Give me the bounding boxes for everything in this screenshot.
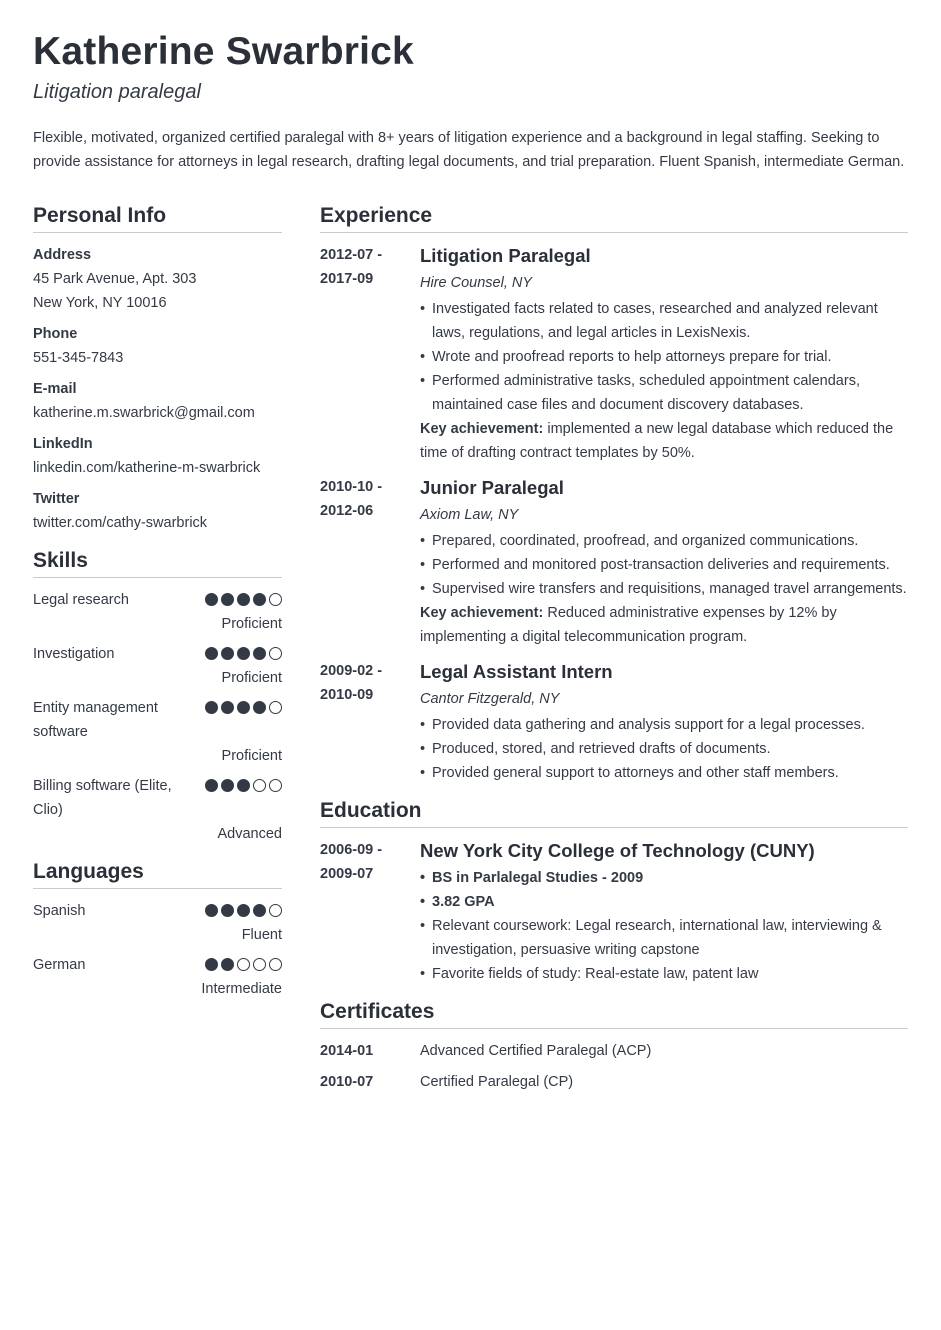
job-bullets [420, 297, 908, 417]
achievement-text: Reduced administrative expenses by 12% by implementing a digital telecommunication program. [420, 605, 837, 645]
filled-dot-icon [221, 593, 234, 606]
job-bullet: • Performed administrative tasks, scheduled appointment calendars, maintained case files and document discovery databases. [420, 369, 908, 417]
favorite-fields: • Favorite fields of study: Real-estate law, patent law [420, 962, 908, 986]
job-date-end: 2017-09 [320, 271, 374, 287]
rating-dots [205, 953, 282, 977]
address-block [33, 243, 282, 315]
company: Axiom Law, NY [420, 507, 519, 523]
filled-dot-icon [221, 904, 234, 917]
job-title: Litigation paralegal [33, 81, 201, 103]
personal-info-heading: Personal Info [33, 204, 282, 233]
education-date-end: 2009-07 [320, 866, 374, 882]
twitter-value[interactable]: twitter.com/cathy-swarbrick [33, 515, 208, 531]
empty-dot-icon [269, 779, 282, 792]
job-bullet: • Investigated facts related to cases, researched and analyzed relevant laws, regulations, and legal articles in LexisNexis. [420, 297, 908, 345]
company: Cantor Fitzgerald, NY [420, 691, 560, 707]
job-bullet: • Produced, stored, and retrieved drafts of documents. [420, 737, 908, 761]
languages-item [33, 899, 282, 947]
empty-dot-icon [253, 779, 266, 792]
summary: Flexible, motivated, organized certified paralegal with 8+ years of litigation experience and a background in legal staffing. Seeking to provide assistance for attorneys in legal research, drafting legal documents, and trial preparation. Fluent Spanish, intermediate German. [33, 130, 905, 170]
certificates-list [320, 1039, 908, 1094]
filled-dot-icon [253, 647, 266, 660]
filled-dot-icon [253, 701, 266, 714]
rating-dots [205, 642, 282, 666]
job-bullet: • Performed and monitored post-transaction deliveries and requirements. [420, 553, 908, 577]
skills-row [33, 696, 282, 744]
job-bullet: • Supervised wire transfers and requisitions, managed travel arrangements. [420, 577, 908, 601]
education-body [420, 838, 908, 986]
empty-dot-icon [237, 958, 250, 971]
experience-entry [320, 243, 908, 465]
filled-dot-icon [253, 904, 266, 917]
certificate-row [320, 1039, 908, 1063]
candidate-name: Katherine Swarbrick [33, 30, 414, 73]
skills-item [33, 774, 282, 846]
job-bullets [420, 529, 908, 601]
job-body [420, 243, 908, 465]
job-date-start: 2010-10 - [320, 479, 383, 495]
achievement-text: implemented a new legal database which reduced the time of drafting contract templates by 50%. [420, 421, 894, 461]
skills-row [33, 774, 282, 822]
skills-name: Billing software (Elite, Clio) [33, 778, 172, 818]
filled-dot-icon [205, 593, 218, 606]
filled-dot-icon [221, 958, 234, 971]
filled-dot-icon [221, 701, 234, 714]
rating-dots [205, 588, 282, 612]
filled-dot-icon [237, 779, 250, 792]
skills-heading: Skills [33, 549, 282, 578]
filled-dot-icon [205, 647, 218, 660]
school-name: New York City College of Technology (CUNY) [420, 840, 815, 861]
skills-name: Entity management software [33, 700, 158, 740]
certificate-row [320, 1070, 908, 1094]
right-column [320, 204, 908, 1101]
phone-block [33, 322, 282, 370]
skills-item [33, 696, 282, 768]
skills-row [33, 588, 282, 612]
linkedin-value[interactable]: linkedin.com/katherine-m-swarbrick [33, 460, 261, 476]
languages-heading: Languages [33, 860, 282, 889]
empty-dot-icon [269, 593, 282, 606]
job-bullet: • Provided general support to attorneys and other staff members. [420, 761, 908, 785]
education-heading: Education [320, 799, 908, 828]
empty-dot-icon [269, 647, 282, 660]
rating-dots [205, 696, 282, 720]
filled-dot-icon [205, 701, 218, 714]
email-value[interactable]: katherine.m.swarbrick@gmail.com [33, 405, 255, 421]
gpa: • 3.82 GPA [420, 890, 908, 914]
job-title: Junior Paralegal [420, 477, 564, 498]
address-label: Address [33, 247, 92, 263]
languages-level: Fluent [241, 927, 282, 943]
empty-dot-icon [269, 958, 282, 971]
job-dates [320, 475, 420, 649]
job-title: Litigation Paralegal [420, 245, 591, 266]
empty-dot-icon [253, 958, 266, 971]
key-achievement [420, 601, 908, 649]
languages-item [33, 953, 282, 1001]
languages-name: German [33, 957, 86, 973]
company: Hire Counsel, NY [420, 275, 533, 291]
key-achievement [420, 417, 908, 465]
languages-name: Spanish [33, 903, 86, 919]
email-block [33, 377, 282, 425]
degree: • BS in Parlalegal Studies - 2009 [420, 866, 908, 890]
skills-row [33, 642, 282, 666]
certificate-date: 2014-01 [320, 1043, 374, 1059]
languages-row [33, 953, 282, 977]
skills-item [33, 588, 282, 636]
achievement-label: Key achievement: [420, 421, 544, 437]
experience-entry [320, 659, 908, 785]
job-bullet: • Wrote and proofread reports to help attorneys prepare for trial. [420, 345, 908, 369]
languages-list [33, 899, 282, 1001]
experience-entry [320, 475, 908, 649]
education-entry [320, 838, 908, 986]
filled-dot-icon [205, 904, 218, 917]
skills-name: Investigation [33, 646, 115, 662]
skills-name: Legal research [33, 592, 129, 608]
job-date-start: 2009-02 - [320, 663, 383, 679]
skills-level: Proficient [221, 670, 282, 686]
phone-label: Phone [33, 326, 78, 342]
languages-level: Intermediate [201, 981, 282, 997]
job-bullet: • Prepared, coordinated, proofread, and organized communications. [420, 529, 908, 553]
rating-dots [205, 899, 282, 923]
education-dates [320, 838, 420, 986]
jobs-list [320, 243, 908, 785]
certificate-name: Certified Paralegal (CP) [420, 1074, 574, 1090]
certificate-date: 2010-07 [320, 1074, 374, 1090]
job-date-start: 2012-07 - [320, 247, 383, 263]
email-label: E-mail [33, 381, 77, 397]
filled-dot-icon [237, 701, 250, 714]
left-column [33, 204, 282, 1007]
empty-dot-icon [269, 904, 282, 917]
filled-dot-icon [221, 647, 234, 660]
skills-item [33, 642, 282, 690]
job-body [420, 659, 908, 785]
experience-heading: Experience [320, 204, 908, 233]
filled-dot-icon [253, 593, 266, 606]
skills-level: Proficient [221, 748, 282, 764]
filled-dot-icon [237, 647, 250, 660]
linkedin-label: LinkedIn [33, 436, 93, 452]
skills-level: Advanced [217, 826, 282, 842]
filled-dot-icon [221, 779, 234, 792]
certificate-name: Advanced Certified Paralegal (ACP) [420, 1043, 652, 1059]
empty-dot-icon [269, 701, 282, 714]
twitter-block [33, 487, 282, 535]
job-bullets [420, 713, 908, 785]
filled-dot-icon [237, 593, 250, 606]
coursework: • Relevant coursework: Legal research, international law, interviewing & investigation, persuasive writing capstone [420, 914, 908, 962]
education-bullets [420, 866, 908, 986]
address-line1: 45 Park Avenue, Apt. 303 [33, 271, 197, 287]
job-bullet: • Provided data gathering and analysis support for a legal processes. [420, 713, 908, 737]
linkedin-block [33, 432, 282, 480]
filled-dot-icon [237, 904, 250, 917]
job-title: Legal Assistant Intern [420, 661, 613, 682]
certificates-heading: Certificates [320, 1000, 908, 1029]
filled-dot-icon [205, 779, 218, 792]
phone-value: 551-345-7843 [33, 350, 124, 366]
skills-list [33, 588, 282, 846]
filled-dot-icon [205, 958, 218, 971]
skills-level: Proficient [221, 616, 282, 632]
job-date-end: 2012-06 [320, 503, 374, 519]
job-date-end: 2010-09 [320, 687, 374, 703]
address-line2: New York, NY 10016 [33, 295, 167, 311]
job-body [420, 475, 908, 649]
education-date-start: 2006-09 - [320, 842, 383, 858]
job-dates [320, 659, 420, 785]
twitter-label: Twitter [33, 491, 80, 507]
rating-dots [205, 774, 282, 798]
languages-row [33, 899, 282, 923]
job-dates [320, 243, 420, 465]
achievement-label: Key achievement: [420, 605, 544, 621]
